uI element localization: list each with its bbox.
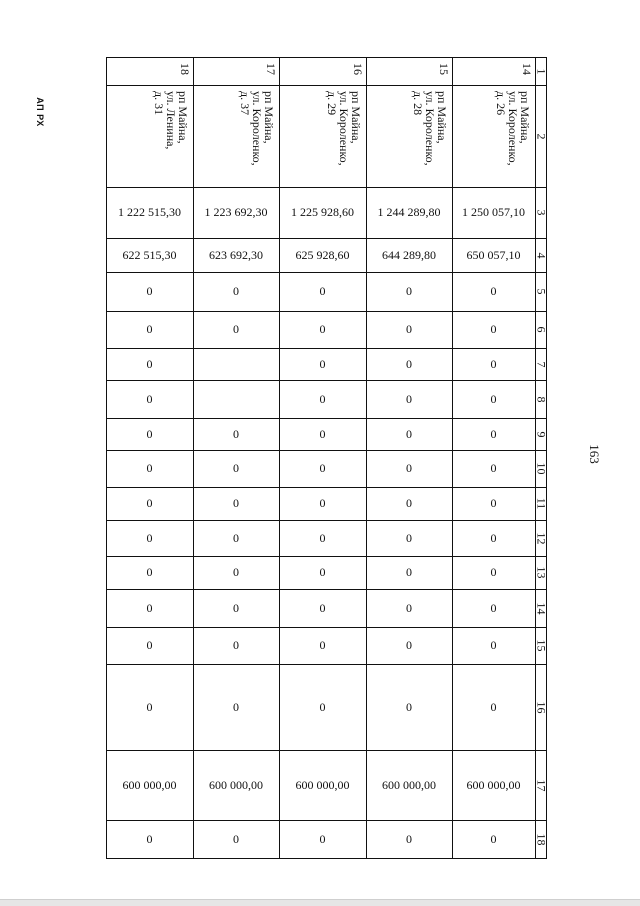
value-cell: 0	[146, 322, 153, 336]
archive-stamp: АП РХ	[35, 97, 45, 127]
value-cell: 0	[406, 391, 412, 406]
table-grid-line	[106, 85, 547, 86]
column-number: 16	[534, 701, 548, 713]
value-cell: 0	[146, 565, 153, 579]
value-cell: 0	[406, 322, 412, 336]
value-cell: 0	[406, 638, 412, 652]
column-number: 5	[534, 288, 548, 295]
address-cell: рп Майна, ул. Короленко, д. 29	[325, 91, 363, 166]
column-number: 14	[534, 602, 548, 614]
value-cell: 0	[146, 638, 153, 652]
address-cell: рп Майна, ул. Короленко, д. 37	[238, 91, 276, 166]
value-cell: 0	[233, 831, 239, 846]
value-cell: 0	[490, 638, 497, 652]
page-number: 163	[587, 444, 602, 464]
value-cell: 0	[490, 426, 497, 441]
value-cell: 0	[146, 426, 153, 441]
value-cell: 0	[406, 284, 412, 298]
value-cell: 0	[319, 426, 326, 441]
value-cell: 0	[490, 699, 497, 714]
value-cell: 0	[406, 831, 412, 846]
value-cell: 0	[490, 565, 497, 579]
row-number: 18	[178, 63, 192, 75]
value-cell: 0	[319, 391, 326, 406]
column-number: 17	[534, 779, 548, 791]
address-cell: рп Майна, ул. Короленко, д. 28	[411, 91, 449, 166]
value-cell: 0	[233, 284, 239, 298]
value-cell: 0	[146, 356, 153, 371]
value-cell: 0	[490, 284, 497, 298]
value-cell: 0	[319, 638, 326, 652]
value-cell: 0	[233, 322, 239, 336]
value-cell: 0	[146, 699, 153, 714]
value-cell: 0	[319, 831, 326, 846]
value-cell: 600 000,00	[466, 777, 521, 792]
value-cell: 0	[233, 699, 239, 714]
value-cell: 0	[233, 600, 239, 615]
value-cell: 0	[233, 461, 239, 475]
row-number: 14	[520, 63, 534, 75]
value-cell: 0	[233, 426, 239, 441]
value-cell: 0	[146, 284, 153, 298]
value-cell: 0	[233, 530, 239, 545]
value-cell: 0	[233, 496, 239, 510]
value-cell: 0	[406, 356, 412, 371]
value-cell: 600 000,00	[382, 777, 436, 792]
value-cell: 0	[406, 699, 412, 714]
row-number: 17	[264, 63, 278, 75]
address-cell: рп Майна, ул. Ленина, д. 31	[152, 91, 190, 150]
address-cell: рп Майна, ул. Короленко, д. 26	[494, 91, 532, 166]
table-grid-line	[546, 57, 547, 858]
value-cell: 0	[319, 461, 326, 475]
value-cell: 600 000,00	[295, 777, 350, 792]
value-cell: 644 289,80	[382, 247, 436, 262]
value-cell: 1 244 289,80	[377, 205, 441, 219]
value-cell: 0	[490, 356, 497, 371]
value-cell: 0	[146, 600, 153, 615]
row-number: 16	[351, 63, 365, 75]
value-cell: 0	[319, 322, 326, 336]
value-cell: 0	[146, 461, 153, 475]
column-number: 1	[534, 68, 548, 74]
value-cell: 0	[406, 600, 412, 615]
table-grid-line	[106, 57, 547, 58]
value-cell	[193, 348, 279, 380]
value-cell: 623 692,30	[209, 247, 263, 262]
value-cell: 0	[233, 638, 239, 652]
value-cell: 0	[146, 496, 153, 510]
column-number: 8	[534, 396, 548, 402]
value-cell: 1 222 515,30	[118, 205, 181, 219]
value-cell: 0	[406, 426, 412, 441]
row-number: 15	[437, 63, 451, 75]
value-cell: 0	[490, 831, 497, 846]
value-cell: 650 057,10	[466, 247, 521, 262]
column-number: 9	[534, 431, 548, 437]
column-number: 18	[534, 833, 548, 845]
value-cell: 0	[146, 391, 153, 406]
value-cell: 0	[406, 530, 412, 545]
value-cell: 0	[406, 461, 412, 475]
value-cell: 600 000,00	[209, 777, 263, 792]
column-number: 13	[534, 566, 548, 579]
column-number: 4	[534, 252, 548, 258]
column-number: 10	[534, 462, 548, 475]
column-number: 15	[534, 639, 548, 652]
column-number: 7	[534, 361, 548, 367]
table-grid-line	[106, 858, 547, 859]
column-number: 11	[534, 497, 548, 510]
value-cell: 622 515,30	[122, 247, 177, 262]
value-cell: 0	[319, 356, 326, 371]
value-cell: 0	[319, 565, 326, 579]
value-cell: 0	[490, 322, 497, 336]
value-cell: 0	[319, 530, 326, 545]
value-cell: 0	[233, 565, 239, 579]
column-number: 6	[534, 326, 548, 333]
value-cell: 0	[146, 831, 153, 846]
column-number: 12	[534, 532, 548, 544]
value-cell: 0	[490, 600, 497, 615]
value-cell: 1 250 057,10	[462, 205, 525, 219]
value-cell: 0	[406, 565, 412, 579]
value-cell: 0	[319, 284, 326, 298]
value-cell: 625 928,60	[295, 247, 350, 262]
value-cell: 0	[319, 496, 326, 510]
value-cell: 0	[146, 530, 153, 545]
value-cell: 0	[319, 600, 326, 615]
value-cell	[193, 380, 279, 418]
value-cell: 0	[490, 530, 497, 545]
value-cell: 600 000,00	[122, 777, 177, 792]
value-cell: 0	[490, 391, 497, 406]
value-cell: 0	[490, 496, 497, 510]
value-cell: 0	[490, 461, 497, 475]
column-number: 2	[534, 133, 548, 139]
value-cell: 1 223 692,30	[204, 205, 268, 219]
value-cell: 0	[406, 496, 412, 510]
column-number: 3	[534, 209, 548, 216]
value-cell: 0	[319, 699, 326, 714]
value-cell: 1 225 928,60	[291, 205, 354, 219]
